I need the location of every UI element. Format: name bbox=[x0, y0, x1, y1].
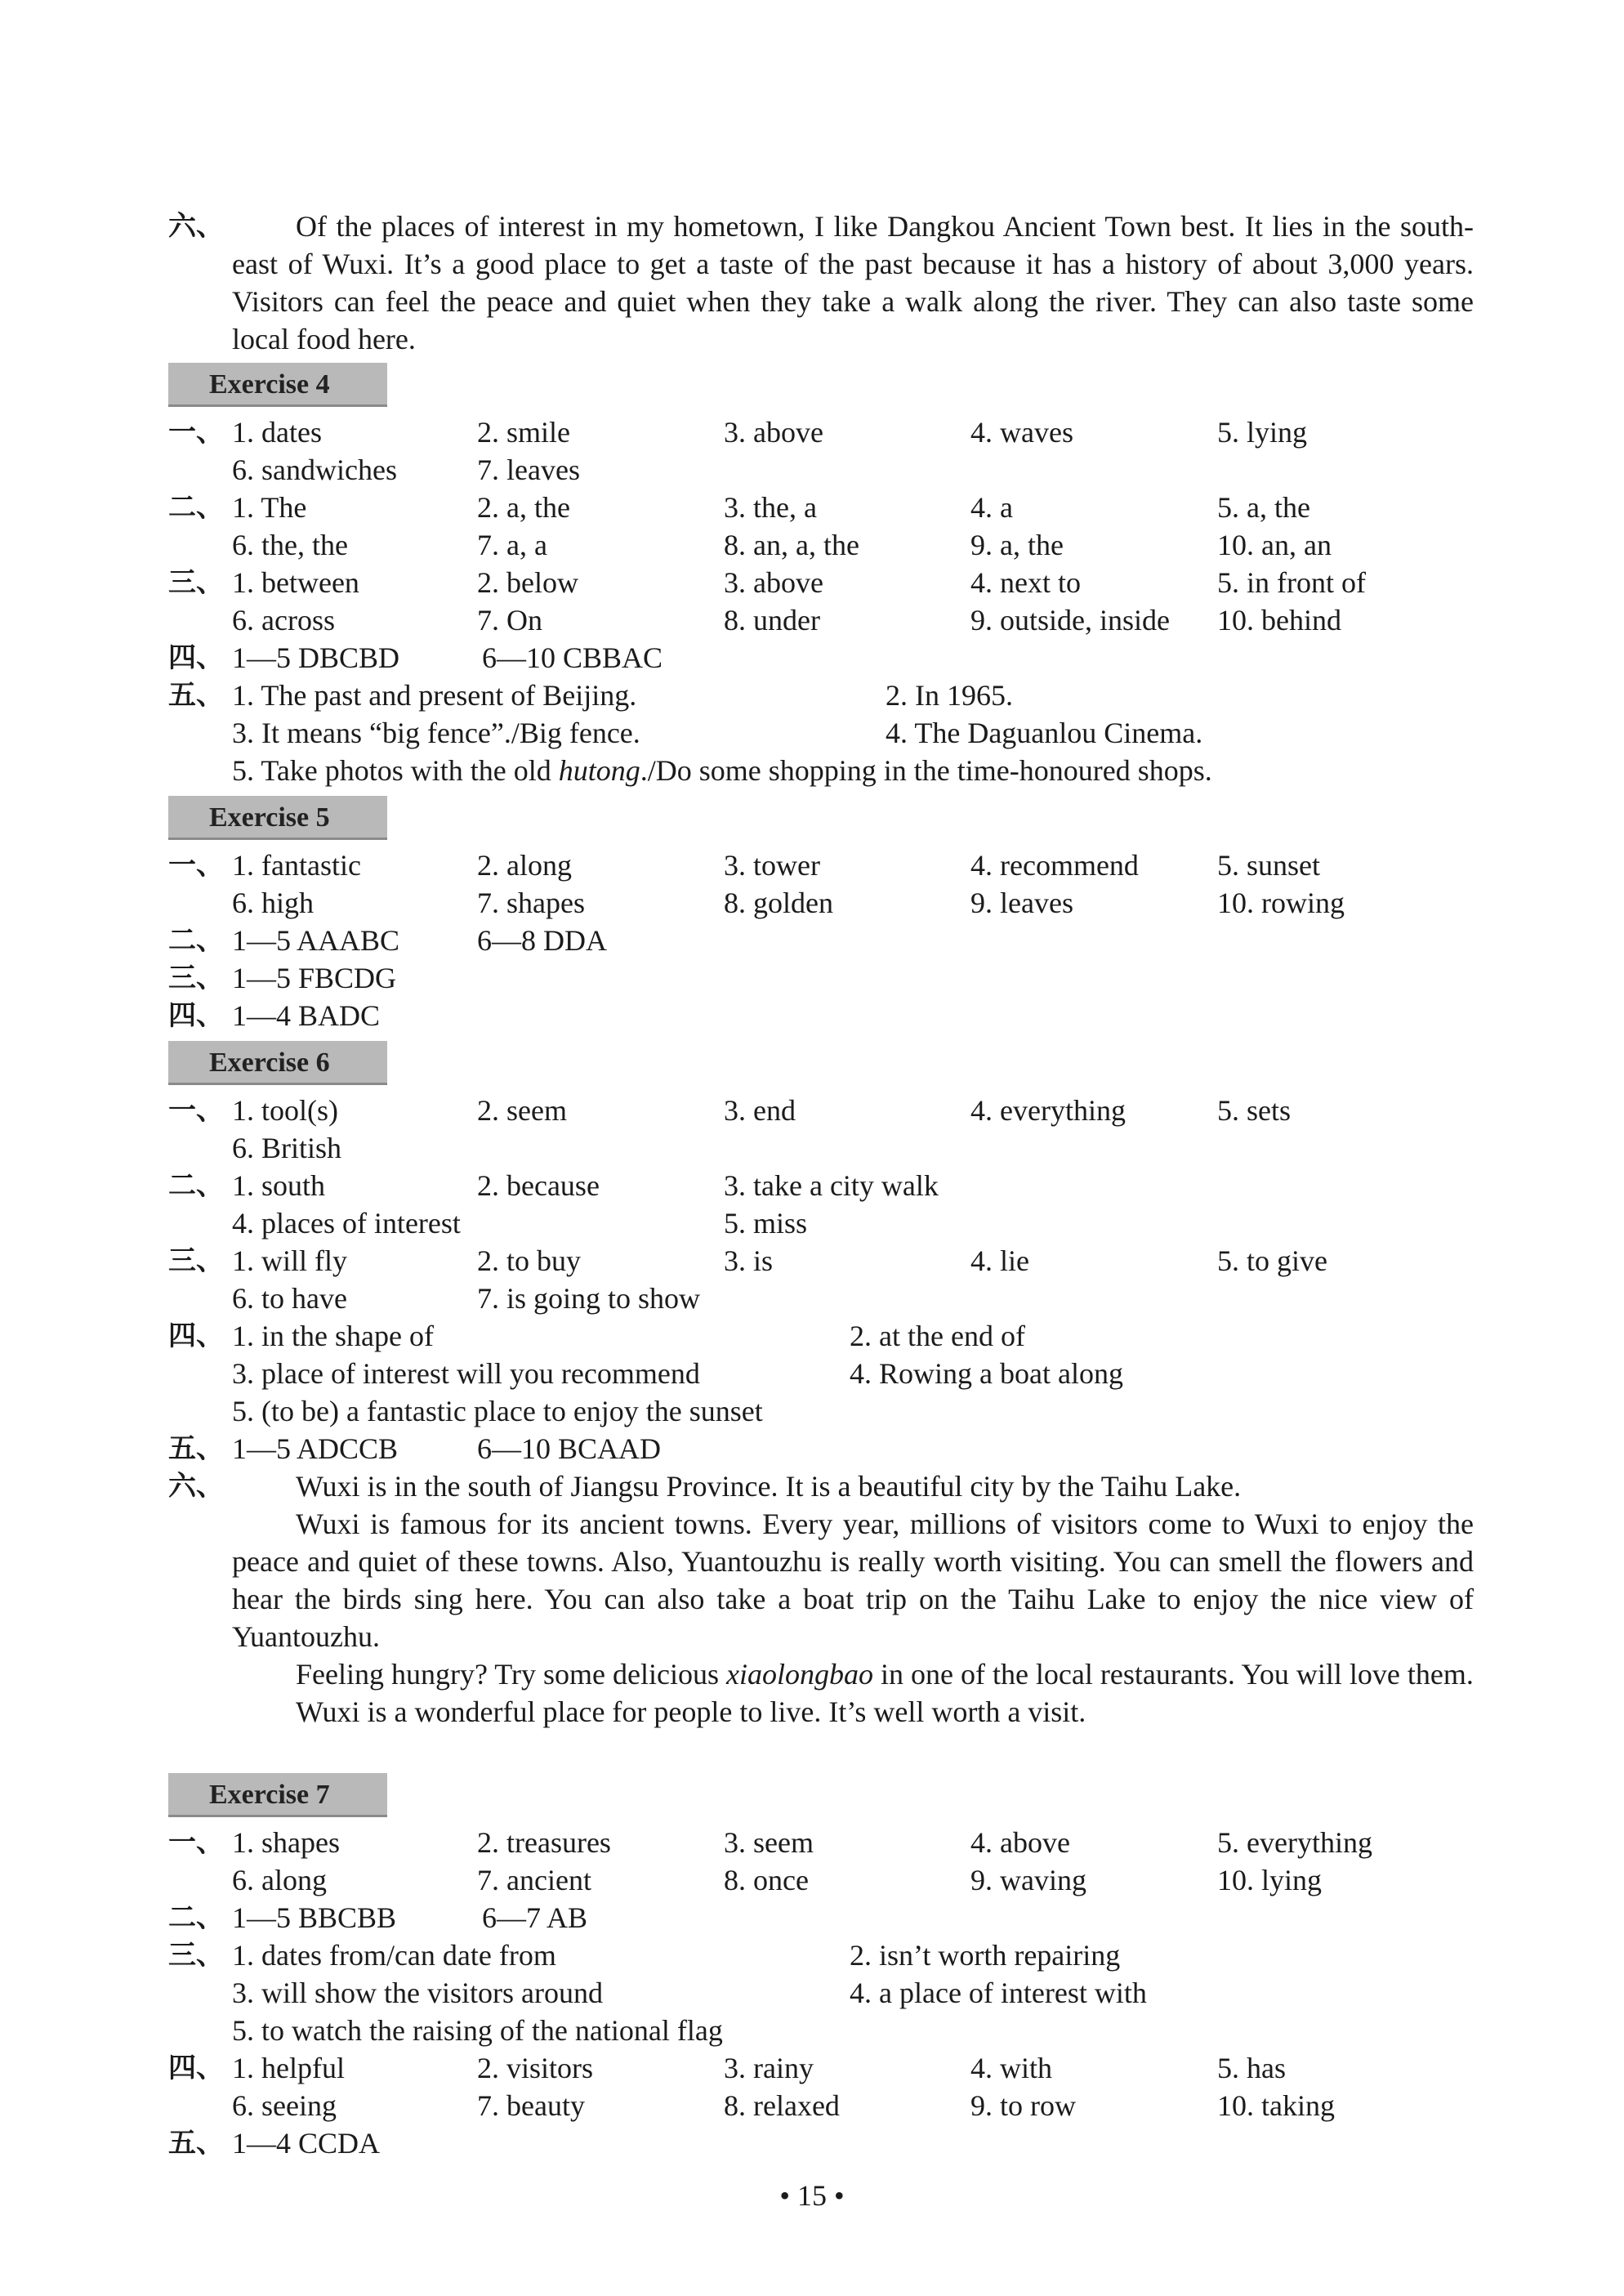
exercise-6-heading: Exercise 6 bbox=[168, 1041, 387, 1085]
section-6-essay: Wuxi is in the south of Jiangsu Province. It is a beautiful city by the Taihu Lake. Wuxi is famous for its ancient towns. Every year, millions of visitors come to Wuxi to enjoy the peace and quiet of these towns. Also, Yuantouzhu is really worth visiting. You can smell the flowers and hear the birds sing here. You can also take a boat trip on the Taihu Lake to enjoy the nice view of Yuantouzhu. Feeling hungry? Try some delicious xiaolongbao in one of the local restaurants. You will love them. Wuxi is a wonderful place for people to live. It’s well worth a visit. bbox=[232, 1470, 1474, 1728]
section-6-paragraph: Of the places of interest in my hometown, I like Dangkou Ancient Town best. It lies in the south-east of Wuxi. It’s a good place to get a taste of the past because it has a history of about 3,000 years. Visitors can feel the peace and quiet when they take a walk along the river. They can also taste some local food here. bbox=[232, 210, 1474, 355]
exercise-5-heading: Exercise 5 bbox=[168, 796, 387, 840]
exercise-4-heading: Exercise 4 bbox=[168, 363, 387, 407]
page-number: • 15 • bbox=[779, 2179, 845, 2212]
exercise-7-heading: Exercise 7 bbox=[168, 1773, 387, 1817]
